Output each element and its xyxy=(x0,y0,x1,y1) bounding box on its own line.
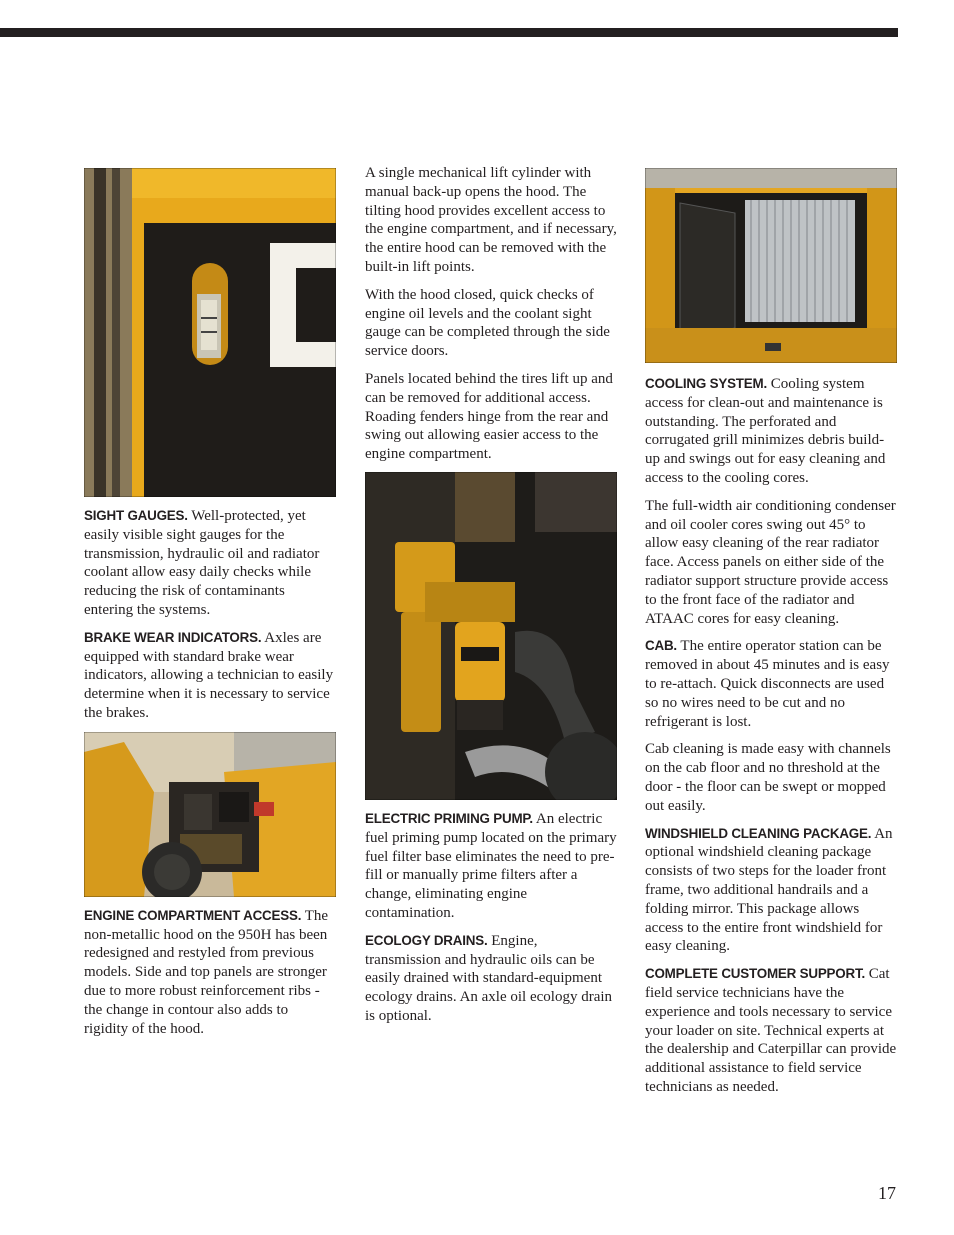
ecology-drains-text: Engine, transmission and hydraulic oils can be easily drained with standard-equipment ecology drains. An axle oil ecology drain is optional. xyxy=(365,932,613,1024)
engine-compartment-text: The non-metallic hood on the 950H has been redesigned and restyled from previous models. Side and top panels are stronger due to more robust reinforcement ribs - the change in contour also adds to rigidity of the hood. xyxy=(84,907,329,1037)
sight-gauges-text: Well-protected, yet easily visible sight gauges for the transmission, hydraulic oil and radiator coolant allow easy daily checks while reducing the risk of contaminants entering the systems. xyxy=(84,508,320,618)
fuel-filter-photo xyxy=(365,472,617,800)
quick-checks-paragraph: With the hood closed, quick checks of engine oil levels and the coolant sight gauge can be completed through the side service doors. xyxy=(365,286,610,360)
cooling-system-heading: COOLING SYSTEM. xyxy=(645,376,767,391)
page-number: 17 xyxy=(878,1183,896,1203)
top-rule xyxy=(0,28,898,37)
engine-compartment-paragraph xyxy=(84,907,336,1039)
column-1 xyxy=(84,168,336,1047)
radiator-photo xyxy=(645,168,897,363)
sight-gauge-photo xyxy=(84,168,336,497)
column-2 xyxy=(365,164,617,1035)
sight-gauges-paragraph xyxy=(84,507,336,620)
brake-wear-text: Axles are equipped with standard brake wear indicators, allowing a technician to easily determine when it is necessary to service the brakes. xyxy=(84,629,334,721)
panels-paragraph: Panels located behind the tires lift up and can be removed for additional access. Roading fenders hinge from the rear and swing out allowing easier access to the engine compartment. xyxy=(365,370,613,463)
engine-compartment-photo xyxy=(84,732,336,897)
cab-cleaning-paragraph: Cab cleaning is made easy with channels on the cab floor and no threshold at the door - the floor can be swept or mopped out easily. xyxy=(645,741,891,814)
cab-heading: CAB. xyxy=(645,638,677,654)
ecology-drains-heading: ECOLOGY DRAINS. xyxy=(365,932,488,948)
windshield-heading: WINDSHIELD CLEANING PACKAGE. xyxy=(645,825,872,841)
cab-text: The entire operator station can be removed in about 45 minutes and is easy to re-attach. Quick disconnects are used so no wires need to be cut and no refrigerant is lost. xyxy=(645,638,890,730)
priming-pump-heading: ELECTRIC PRIMING PUMP. xyxy=(365,810,533,826)
priming-pump-text: An electric fuel priming pump located on the primary fuel filter base eliminates the need to pre-fill or manually prime filters after a change, eliminating engine contamination. xyxy=(365,810,617,921)
windshield-paragraph xyxy=(645,825,897,957)
cooling-system-text: Cooling system access for clean-out and maintenance is outstanding. The perforated and corrugated grill minimizes debris build-up and swings out for easy cleaning and access to the cooling cores. xyxy=(645,376,886,486)
ecology-drains-paragraph xyxy=(365,932,617,1026)
brake-wear-heading: BRAKE WEAR INDICATORS. xyxy=(84,629,262,645)
sight-gauges-heading: SIGHT GAUGES. xyxy=(84,508,188,523)
cooling-cores-paragraph: The full-width air conditioning condenser and oil cooler cores swing out 45° to allow easy cleaning of the rear radiator face. Access panels on either side of the radiator support structure provide access to the front face of the radiator and ATAAC cores for easy cleaning. xyxy=(645,497,896,627)
windshield-text: An optional windshield cleaning package consists of two steps for the loader front frame, two additional handrails and a folding mirror. This package allows access to the entire front windshield for easy cleaning. xyxy=(645,825,893,955)
priming-pump-paragraph xyxy=(365,810,617,923)
customer-support-paragraph xyxy=(645,965,897,1097)
hood-paragraph: A single mechanical lift cylinder with manual back-up opens the hood. The tilting hood provides excellent access to the engine compartment, and if necessary, the entire hood can be removed with the built-in lift points. xyxy=(365,165,617,275)
customer-support-text: Cat field service technicians have the experience and tools necessary to service your loader on site. Technical experts at the dealership and Caterpillar can provide additional assistance to field service technicians as needed. xyxy=(645,966,897,1095)
customer-support-heading: COMPLETE CUSTOMER SUPPORT. xyxy=(645,966,865,982)
engine-compartment-heading: ENGINE COMPARTMENT ACCESS. xyxy=(84,907,302,923)
cooling-system-paragraph xyxy=(645,375,897,488)
column-3 xyxy=(645,168,897,1106)
brake-wear-paragraph xyxy=(84,629,336,723)
cab-paragraph xyxy=(645,637,897,731)
